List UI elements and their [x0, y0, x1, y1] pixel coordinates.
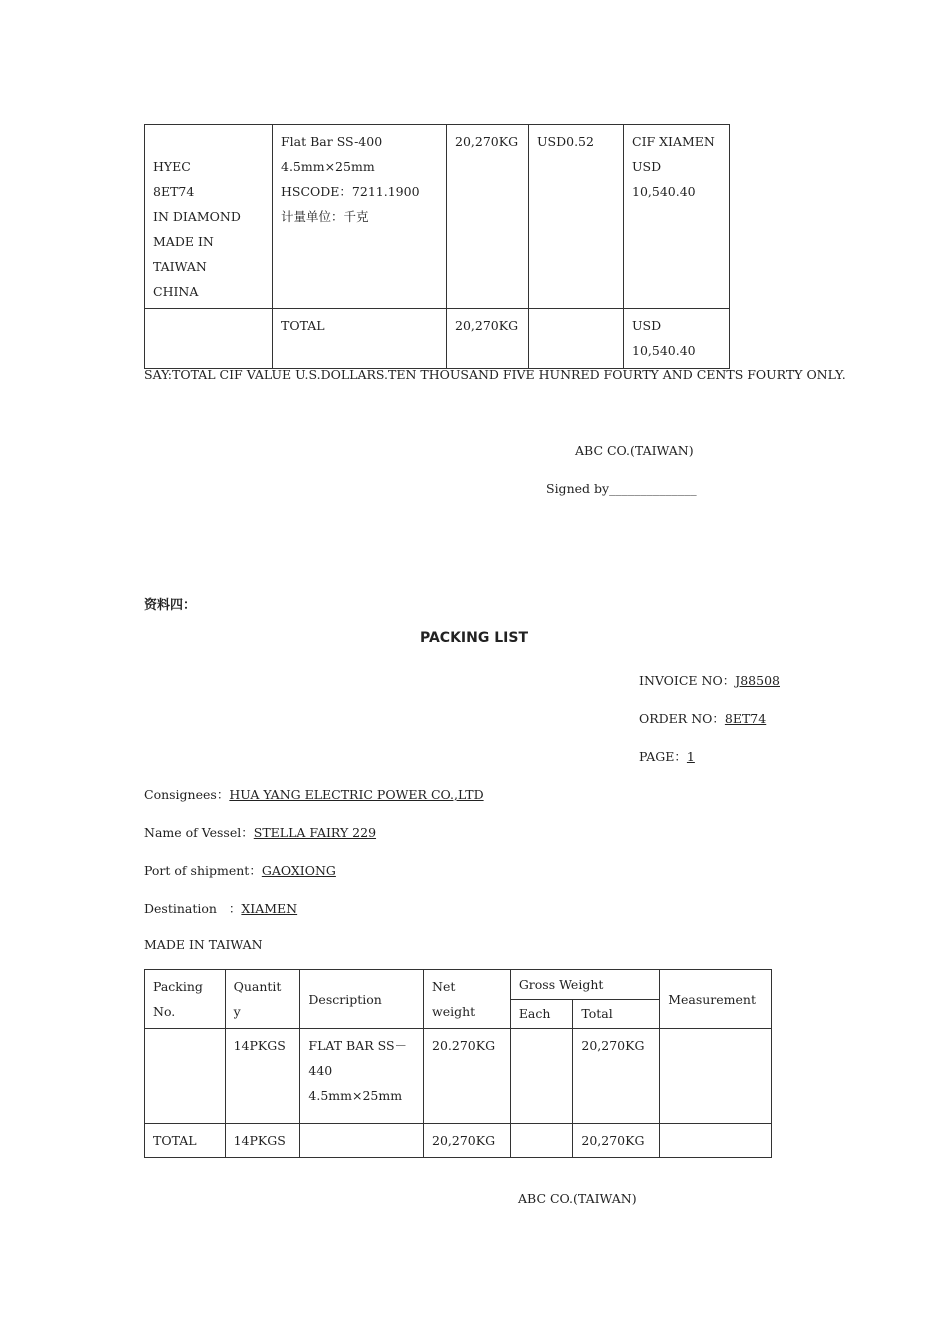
unit-price-cell: USD0.52: [529, 125, 624, 309]
empty-cell: [529, 309, 624, 369]
order-no: [639, 709, 766, 727]
made-in: MADE IN TAIWAN: [144, 937, 263, 952]
total-amount-line: 10,540.40: [632, 343, 696, 358]
marks-line: HYEC: [153, 159, 191, 174]
header-total: Total: [573, 1000, 660, 1029]
header-description: Description: [300, 970, 424, 1029]
amount-line: USD: [632, 159, 662, 174]
measurement-cell: [660, 1029, 772, 1124]
header-gross-weight: Gross Weight: [510, 970, 659, 1000]
order-no-value: 8ET74: [724, 711, 767, 726]
consignees-value: HUA YANG ELECTRIC POWER CO.,LTD: [229, 787, 484, 802]
page-label: PAGE：: [639, 749, 687, 764]
marks-line: CHINA: [153, 284, 199, 299]
header-line: weight: [432, 1004, 476, 1019]
total-amount-line: USD: [632, 318, 662, 333]
empty-cell: [145, 309, 273, 369]
header-row: [145, 970, 772, 1000]
say-total-line: SAY:TOTAL CIF VALUE U.S.DOLLARS.TEN THOUSAND FIVE HUNRED FOURTY AND CENTS FOURTY ONLY.: [144, 367, 846, 382]
header-line: Packing: [153, 979, 203, 994]
consignees: [144, 785, 484, 803]
empty-cell: [510, 1124, 573, 1158]
description-line: 440: [308, 1063, 333, 1078]
description-line: HSCODE：7211.1900: [281, 184, 420, 199]
invoice-table: [144, 124, 730, 369]
total-net-weight-cell: 20,270KG: [424, 1124, 511, 1158]
gross-total-cell: 20,270KG: [573, 1029, 660, 1124]
marks-line: MADE IN TAIWAN: [153, 234, 214, 274]
header-measurement: Measurement: [660, 970, 772, 1029]
amount-line: CIF XIAMEN: [632, 134, 715, 149]
description-cell: [273, 125, 447, 309]
destination: [144, 899, 449, 917]
vessel-value: STELLA FAIRY 229: [253, 825, 377, 840]
amount-cell: [624, 125, 730, 309]
page-number: [639, 747, 758, 765]
section-label: 资料四：: [144, 598, 197, 613]
description-line: FLAT BAR SS－: [308, 1038, 408, 1053]
description-line: 4.5mm×25mm: [308, 1088, 403, 1103]
header-each: Each: [510, 1000, 573, 1029]
invoice-no: [639, 671, 780, 689]
port-of-shipment: [144, 861, 463, 879]
page-title: PACKING LIST: [420, 630, 528, 646]
header-line: y: [233, 1004, 241, 1019]
destination-label: Destination ：: [144, 901, 242, 916]
footer-company-name: ABC CO.(TAIWAN): [518, 1191, 637, 1206]
header-line: No.: [153, 1004, 176, 1019]
page-value: 1: [686, 749, 695, 764]
description-cell: [300, 1029, 424, 1124]
table-row: [145, 1124, 772, 1158]
signature-blank: ______________: [609, 481, 697, 496]
total-label-cell: TOTAL: [273, 309, 447, 369]
vessel-label: Name of Vessel：: [144, 825, 254, 840]
table-row: [145, 309, 730, 369]
total-amount-cell: [624, 309, 730, 369]
total-quantity-cell: 20,270KG: [447, 309, 529, 369]
table-row: [145, 125, 730, 309]
marks-line: IN DIAMOND: [153, 209, 241, 224]
consignees-label: Consignees：: [144, 787, 230, 802]
port-label: Port of shipment：: [144, 863, 262, 878]
empty-cell: [660, 1124, 772, 1158]
empty-cell: [300, 1124, 424, 1158]
header-net-weight: [424, 970, 511, 1029]
vessel: [144, 823, 484, 841]
gross-each-cell: [510, 1029, 573, 1124]
description-line: Flat Bar SS-400: [281, 134, 383, 149]
signed-by: [546, 481, 697, 496]
description-line: 4.5mm×25mm: [281, 159, 375, 174]
company-name: ABC CO.(TAIWAN): [575, 443, 694, 458]
quantity-cell: 20,270KG: [447, 125, 529, 309]
total-gross-cell: 20,270KG: [573, 1124, 660, 1158]
invoice-no-value: J88508: [735, 673, 780, 688]
port-value: GAOXIONG: [261, 863, 336, 878]
table-row: [145, 1029, 772, 1124]
header-line: Quantit: [233, 979, 282, 994]
packing-no-cell: [145, 1029, 226, 1124]
invoice-no-label: INVOICE NO：: [639, 673, 736, 688]
total-quantity-cell: 14PKGS: [225, 1124, 300, 1158]
header-packing-no: [145, 970, 226, 1029]
quantity-cell: 14PKGS: [225, 1029, 300, 1124]
packing-list-table: [144, 969, 772, 1158]
signed-by-label: Signed by: [546, 481, 610, 496]
net-weight-cell: 20.270KG: [424, 1029, 511, 1124]
header-quantity: [225, 970, 300, 1029]
header-line: Net: [432, 979, 456, 994]
order-no-label: ORDER NO：: [639, 711, 725, 726]
description-line: 计量单位：千克: [281, 209, 369, 224]
total-label-cell: TOTAL: [145, 1124, 226, 1158]
amount-line: 10,540.40: [632, 184, 696, 199]
destination-value: XIAMEN: [241, 901, 298, 916]
shipping-marks-cell: [145, 125, 273, 309]
marks-line: 8ET74: [153, 184, 195, 199]
marks-line: [153, 129, 264, 154]
